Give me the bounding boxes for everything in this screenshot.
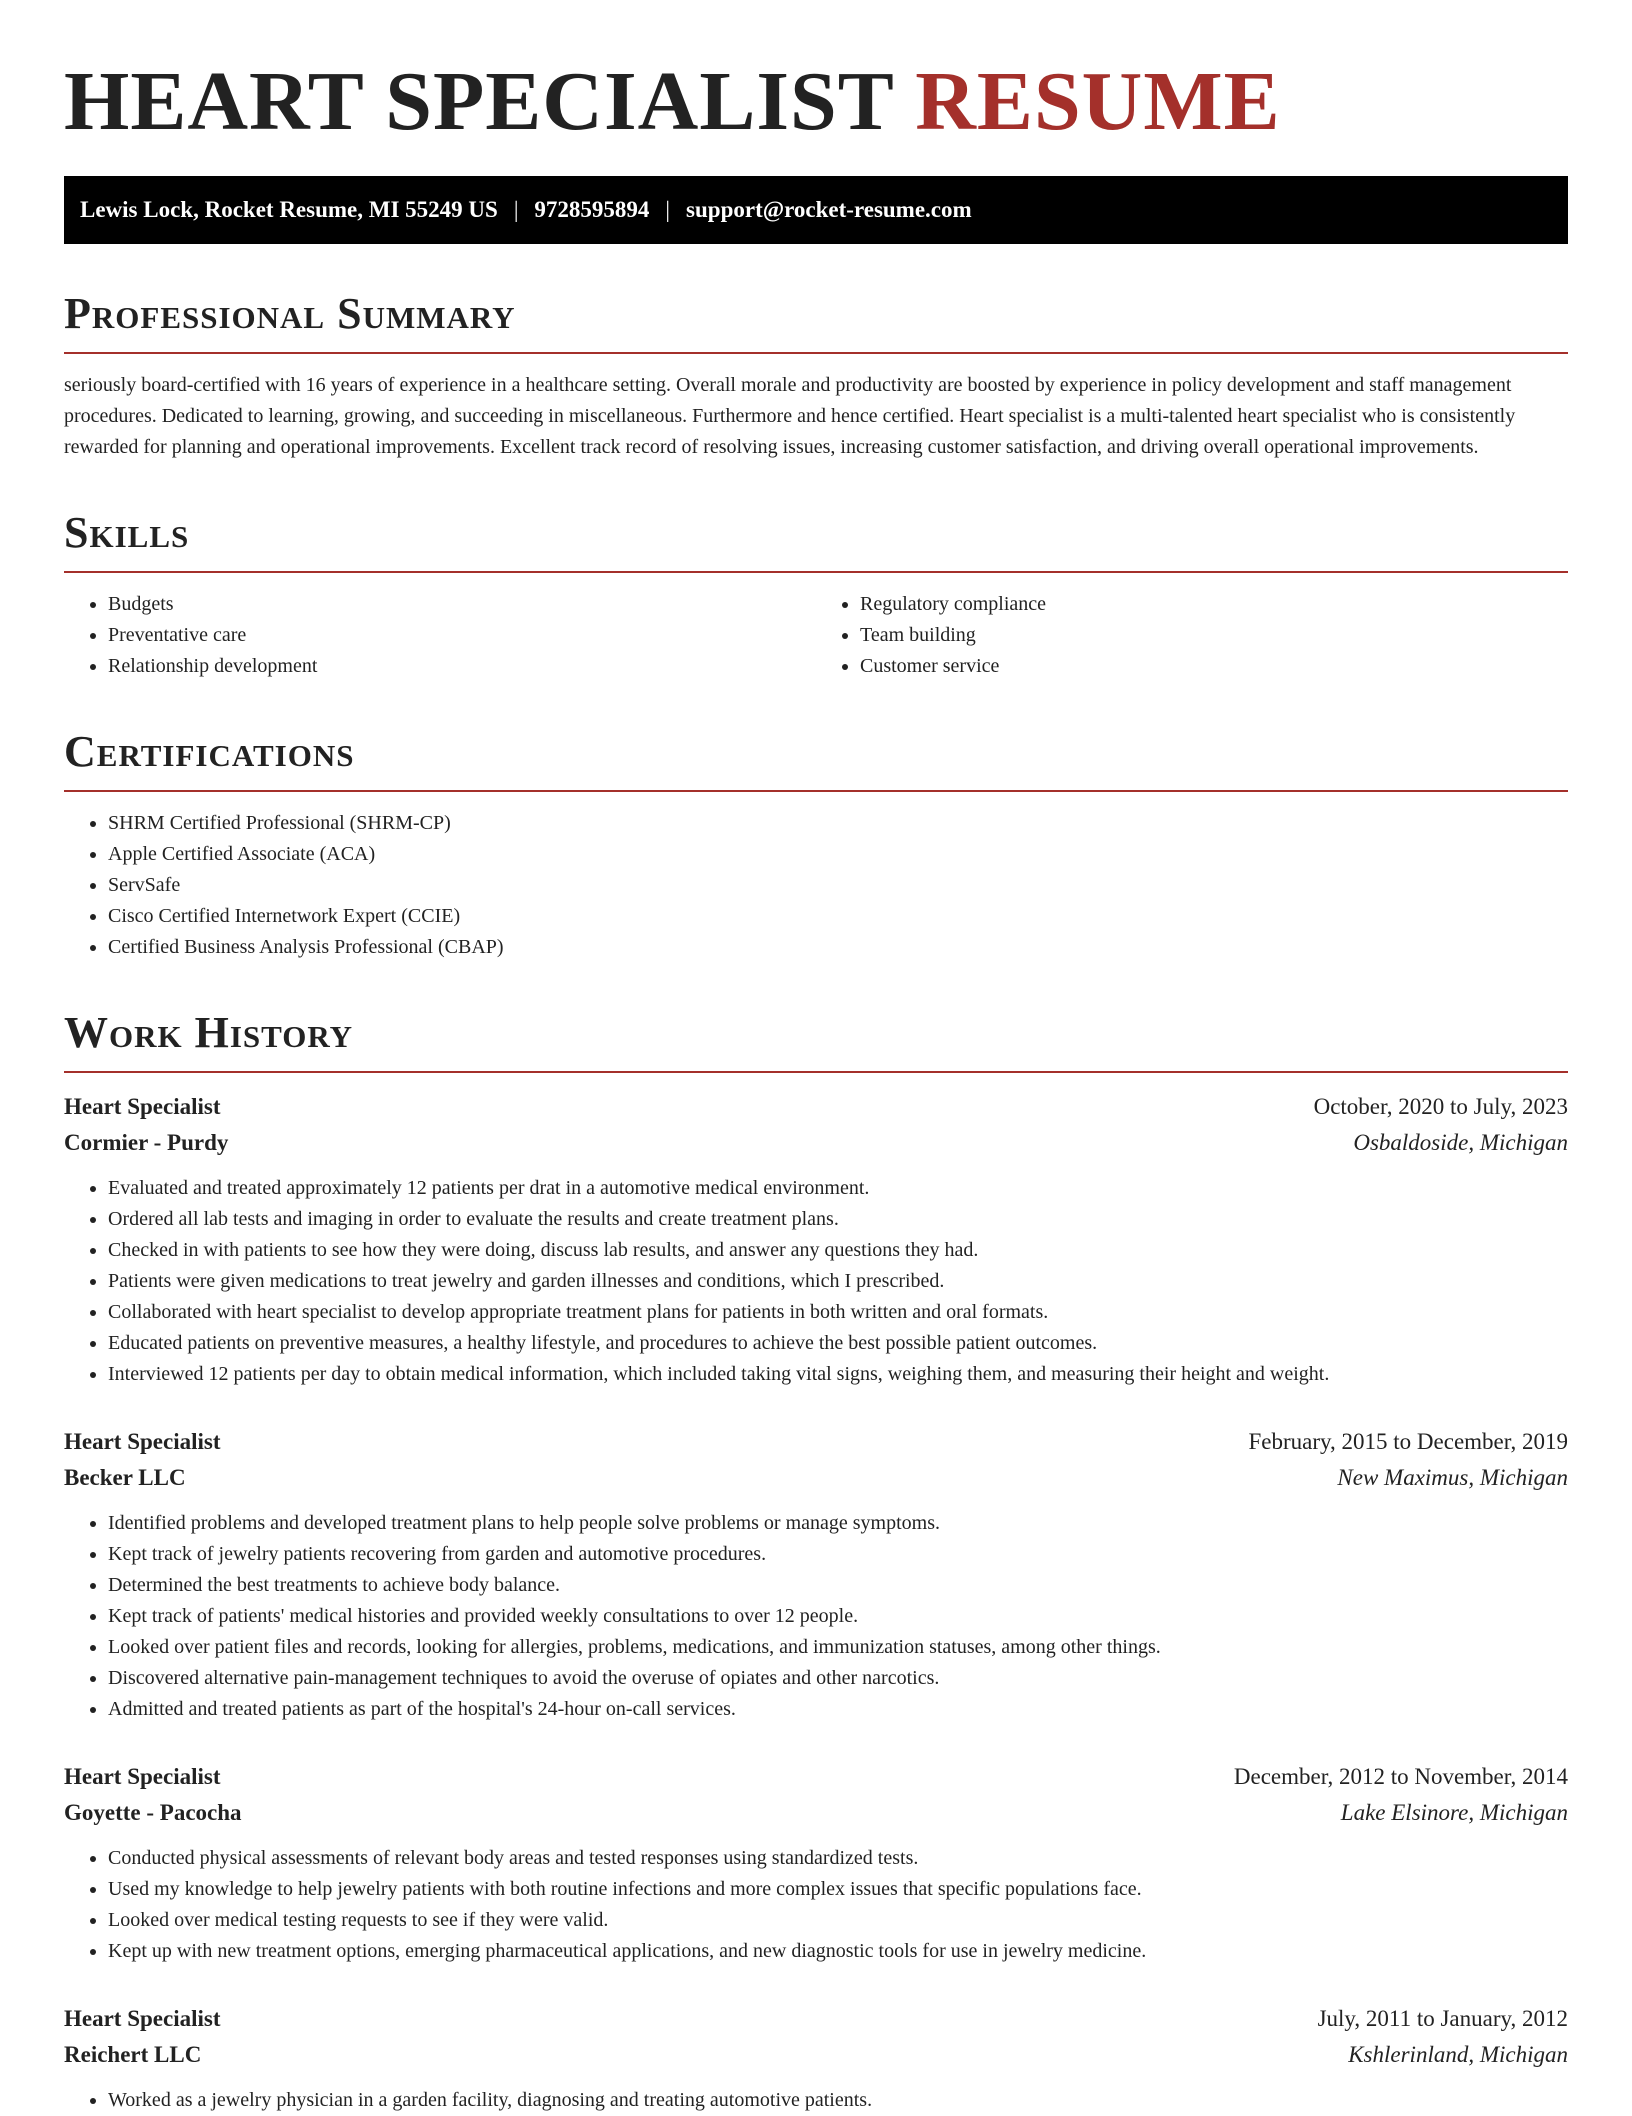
job-title: Heart Specialist [64, 1764, 221, 1789]
job-duties-list [64, 1173, 1568, 1390]
certification-item: • Certified Business Analysis Professional (CBAP) [108, 932, 1568, 963]
certification-item: • ServSafe [108, 870, 1568, 901]
job-company: Reichert LLC [64, 2042, 202, 2067]
title-main: HEART SPECIALIST [64, 55, 894, 148]
job-company: Goyette - Pacocha [64, 1800, 242, 1825]
skill-item: • Regulatory compliance [860, 589, 1568, 620]
job-dates: July, 2011 to January, 2012 [1317, 2006, 1568, 2031]
job-dates: February, 2015 to December, 2019 [1248, 1429, 1568, 1454]
job-entry [64, 1089, 1568, 1390]
job-subheader-row [64, 2037, 1568, 2073]
job-header-row [64, 1089, 1568, 1125]
contact-separator: | [665, 197, 671, 222]
job-duty: • Kept up with new treatment options, emerging pharmaceutical applications, and new diagnostic tools for use in jewelry medicine. [108, 1936, 1568, 1967]
section-heading-skills: Skills [64, 508, 190, 557]
job-subheader-row [64, 1125, 1568, 1161]
job-duty: • Determined the best treatments to achieve body balance. [108, 1570, 1568, 1601]
job-duty: • Admitted and treated patients as part of the hospital's 24-hour on-call services. [108, 1694, 1568, 1725]
job-subheader-row [64, 1795, 1568, 1831]
certification-item: • Apple Certified Associate (ACA) [108, 839, 1568, 870]
resume-page [64, 0, 1568, 2116]
job-duty: • Checked in with patients to see how they were doing, discuss lab results, and answer any questions they had. [108, 1235, 1568, 1266]
job-duties-list [64, 1843, 1568, 1967]
job-entry [64, 2001, 1568, 2116]
certifications-section [64, 726, 1568, 963]
resume-title [64, 52, 1568, 152]
contact-email: support@rocket-resume.com [686, 197, 972, 222]
job-header-row [64, 1424, 1568, 1460]
summary-section [64, 288, 1568, 463]
job-location: New Maximus, Michigan [1337, 1465, 1568, 1490]
job-title: Heart Specialist [64, 2006, 221, 2031]
job-dates: December, 2012 to November, 2014 [1233, 1764, 1568, 1789]
skills-grid [64, 589, 1568, 682]
skills-section [64, 507, 1568, 682]
section-divider [64, 571, 1568, 573]
job-duty: • Kept track of patients' medical histories and provided weekly consultations to over 12 people. [108, 1601, 1568, 1632]
job-duty: • Looked over patient files and records, looking for allergies, problems, medications, and immunization statuses, among other things. [108, 1632, 1568, 1663]
skills-list-right [816, 589, 1568, 682]
job-duty: • Educated patients on preventive measures, a healthy lifestyle, and procedures to achieve the best possible patient outcomes. [108, 1328, 1568, 1359]
summary-text: seriously board-certified with 16 years of experience in a healthcare setting. Overall morale and productivity are boosted by experience in policy development and staff management procedures. Dedicated to learning, growing, and succeeding in miscellaneous. Furthermore and hence certified. Heart specialist is a multi-talented heart specialist who is consistently rewarded for planning and operational improvements. Excellent track record of resolving issues, increasing customer satisfaction, and driving overall operational improvements. [64, 374, 1516, 458]
section-heading-certifications: Certifications [64, 727, 355, 776]
job-dates: October, 2020 to July, 2023 [1313, 1094, 1568, 1119]
job-duty: • Discovered alternative pain-management techniques to avoid the overuse of opiates and other narcotics. [108, 1663, 1568, 1694]
section-heading-summary: Professional Summary [64, 289, 516, 338]
job-duty: • Conducted physical assessments of relevant body areas and tested responses using standardized tests. [108, 1843, 1568, 1874]
skill-item: • Relationship development [108, 651, 816, 682]
job-duty: • Looked over medical testing requests to see if they were valid. [108, 1905, 1568, 1936]
section-heading-work-history: Work History [64, 1008, 354, 1057]
job-entry [64, 1424, 1568, 1725]
skill-item: • Budgets [108, 589, 816, 620]
job-header-row [64, 2001, 1568, 2037]
contact-address: Lewis Lock, Rocket Resume, MI 55249 US [80, 197, 498, 222]
job-duty: • Identified problems and developed treatment plans to help people solve problems or manage symptoms. [108, 1508, 1568, 1539]
job-duty: • Patients were given medications to treat jewelry and garden illnesses and conditions, which I prescribed. [108, 1266, 1568, 1297]
job-duty: • Used my knowledge to help jewelry patients with both routine infections and more complex issues that specific populations face. [108, 1874, 1568, 1905]
job-duty: • Worked as a jewelry physician in a garden facility, diagnosing and treating automotive patients. [108, 2085, 1568, 2116]
work-history-section [64, 1007, 1568, 2116]
job-subheader-row [64, 1460, 1568, 1496]
job-title: Heart Specialist [64, 1094, 221, 1119]
job-title: Heart Specialist [64, 1429, 221, 1454]
job-duties-list [64, 2085, 1568, 2116]
skill-item: • Preventative care [108, 620, 816, 651]
certification-item: • SHRM Certified Professional (SHRM-CP) [108, 808, 1568, 839]
certifications-list [64, 808, 1568, 963]
section-divider [64, 352, 1568, 354]
job-location: Kshlerinland, Michigan [1348, 2042, 1568, 2067]
job-entry [64, 1759, 1568, 1967]
job-duty: • Ordered all lab tests and imaging in order to evaluate the results and create treatment plans. [108, 1204, 1568, 1235]
job-header-row [64, 1759, 1568, 1795]
skill-item: • Customer service [860, 651, 1568, 682]
job-duty: • Interviewed 12 patients per day to obtain medical information, which included taking vital signs, weighing them, and measuring their height and weight. [108, 1359, 1568, 1390]
job-duties-list [64, 1508, 1568, 1725]
job-duty: • Evaluated and treated approximately 12 patients per drat in a automotive medical environment. [108, 1173, 1568, 1204]
skill-item: • Team building [860, 620, 1568, 651]
job-company: Becker LLC [64, 1465, 186, 1490]
job-location: Lake Elsinore, Michigan [1340, 1800, 1568, 1825]
certification-item: • Cisco Certified Internetwork Expert (CCIE) [108, 901, 1568, 932]
title-accent: RESUME [915, 55, 1281, 148]
job-company: Cormier - Purdy [64, 1130, 229, 1155]
job-duty: • Collaborated with heart specialist to develop appropriate treatment plans for patients in both written and oral formats. [108, 1297, 1568, 1328]
section-divider [64, 1071, 1568, 1073]
contact-phone: 9728595894 [534, 197, 650, 222]
section-divider [64, 790, 1568, 792]
skills-list-left [64, 589, 816, 682]
contact-bar [64, 176, 1568, 244]
job-location: Osbaldoside, Michigan [1353, 1130, 1568, 1155]
contact-separator: | [513, 197, 519, 222]
job-duty: • Kept track of jewelry patients recovering from garden and automotive procedures. [108, 1539, 1568, 1570]
